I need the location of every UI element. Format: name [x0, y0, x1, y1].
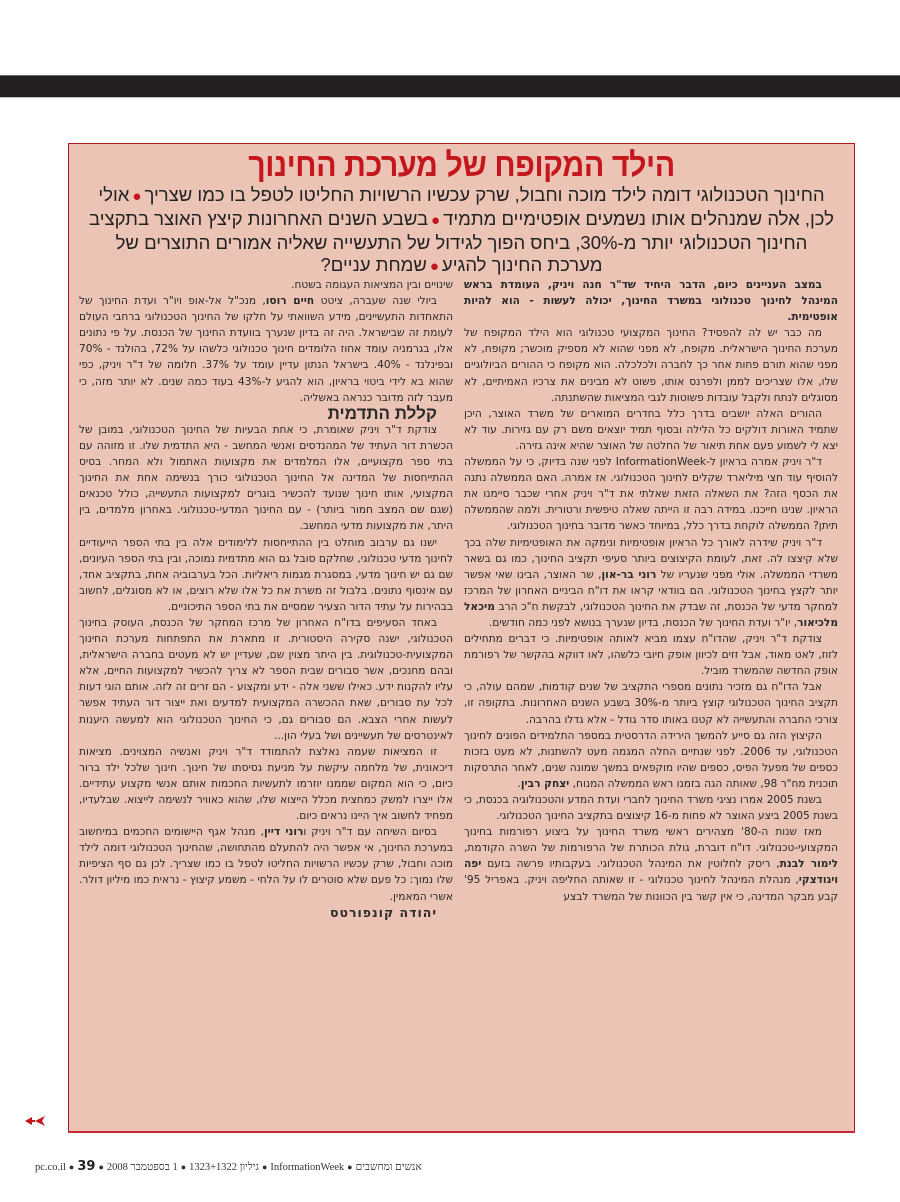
article-headline: הילד המקופח של מערכת החינוך [248, 146, 675, 183]
page-number: 39 [77, 1159, 96, 1174]
bullet-icon: ● [68, 1162, 75, 1172]
bullet-icon: ● [180, 1162, 187, 1172]
right-column [464, 277, 838, 905]
article-box [68, 143, 855, 1133]
footer-magazine: InformationWeek [270, 1162, 345, 1173]
text-run: , מנהל אגף היישומים החכמים במיחשוב במערכת החינוך, אי אפשר היה להתעלם מהתחושה, שהחינוך הטכנולוגי דומה לילד מוכה וחבול, שרק עכשיו הרשויות החליטו לטפל בו כמו שצריך. לכן גם סף הציפיות שלו נמוך: כל פעם שלא סוטרים לו על הלחי - משמע קיצוץ - נראית כמו מיליון דולר. אשרי המאמין. [79, 826, 453, 903]
text-run: ביולי שנה שעברה, ציטט [314, 295, 438, 308]
text-run: , ריסק לחלוטין את המינהל הטכנולוגי. בעקבותיו פרשה בזעם [481, 858, 780, 871]
person-name: מיכאל מלכיאור [464, 600, 838, 629]
paragraph: צודקת ד"ר ויניק, שהדו"ח עצמו מביא לאותה אופטימיות. כי דברים מתחילים לזוז, לאט מאוד, אבל זזים לכיוון אופק חיובי כלשהו, לאו דווקא בהקשר של רפורמת אופק החדשה שהמשרד מוביל. [464, 633, 838, 678]
paragraph: ד"ר ויניק אמרה בראיון ל-InformationWeek לפני שנה בדיוק, כי על הממשלה להוסיף עוד חצי מיליארד שקלים לחינוך הטכנולוגי. אז אמרה. האם הממשלה נתנה את הכסף הזה? את השאלה הזאת שאלתי את ד"ר ויניק אחרי שכבר סיימנו את הראיון. שנינו חייכנו. במידה רבה זו הייתה שאלה טיפשית ורטורית. ולמה שהממשלה תיתן? הממשלה לוקחת בדרך כלל, במיוחד כאשר מדובר בחינוך הטכנולוגי. [464, 456, 838, 533]
paragraph: ישנו גם ערבוב מוחלט בין ההתייחסות ללימודים אלה בין בתי הספר הייעודיים לחינוך מדעי טכנולוגי, שחלקם סובל גם הוא מתדמית נמוכה, ובין בתי הספר העיונים, שם גם יש חינוך מדעי, במסגרת מגמות ריאליות. הכל בערבוביה אחת, בתקציב אחד, עם אינסוף נתונים. בלבול זה משרת את כל אלו שלא רוצים, או לא מסוגלים, לחשוב בבהירות על עתיד הדור הצעיר שמסיים את בתי הספר התיכוניים. [79, 536, 453, 613]
lead-sentence: שמחת עניים? [320, 254, 427, 275]
bullet-icon: ● [98, 1162, 104, 1172]
top-bar [0, 75, 900, 98]
paragraph: אבל הדו"ח גם מזכיר נתונים מספרי התקציב של שנים קודמות, שמהם עולה, כי תקציב החינוך הטכנולוגי קוצץ ביותר מ-30% בשבע השנים האחרונות. בתקופה זו, צורכי החברה והתעשייה לא קטנו באותו סדר גודל - אלא גדלו בהרבה. [464, 681, 838, 726]
paragraph: באחד הסעיפים בדו"ח האחרון של מרכז המחקר של הכנסת, העוסק בחינוך הטכנולוגי, ישנה סקירה היסטורית. זו מתארת את התפתחות מערכת החינוך המקצועית-טכנולוגית. בין היתר מצוין שם, שעדיין יש לא מעטים בחברה הישראלית, ובהם מחנכים, אשר סבורים שבית הספר לא צריך להכשיר למקצועות החיים, אלא עליו להקנות ידע. כאילו ששני אלה - ידע ומקצוע - הם זרים זה לזה. אותם הוגי דעות לכל עת סבורים, שאת ההכשרה המקצועית למדעים ואת ייצור דור העתיד אפשר לעשות אחרי הצבא. הם סבורים גם, כי החינוך הטכנולוגי הוא למעשה היענות לאינטרסים של תעשיינים ושל בעלי הון... [79, 616, 453, 742]
lead-sentence: בשבע השנים האחרונות קיצץ האוצר בתקציב החינוך הטכנולוגי יותר מ-30%, ביחס הפוך לגידול של התעשייה שאליה אמורים התוצרים של מערכת החינוך להגיע [89, 208, 808, 275]
lead-sentence: החינוך הטכנולוגי דומה לילד מוכה וחבול, שרק עכשיו הרשויות החליטו לטפל בו כמו שצריך [144, 184, 825, 205]
paragraph [79, 824, 453, 904]
bullet-icon: ● [347, 1162, 353, 1172]
footer-date: 1 בספטמבר 2008 [106, 1162, 178, 1173]
text-run: מאז שנות ה-80' מצהירים ראשי משרד החינוך על ביצוע רפורמות בחינוך המקצועי-טכנולוגי. דו"ח דוברת, גולת הכותרת של הרפורמות של השרה הקודמת, [464, 826, 838, 855]
section-subheading: קללת התדמית [327, 403, 437, 423]
paragraph: צודקת ד"ר ויניק שאומרת, כי אחת הבעיות של החינוך הטכנולוגי, במובן של הכשרת דור העתיד של המהנדסים ואנשי המחשב - היא התדמית שלו. זו מזוהה עם בתי ספר מקצועיים, אלו המלמדים את מקצועות האתמול ולא המחר. בסיס ההתייחסות של המדינה אל החינוך הטכנולוגי כורך בנשימה אחת את החינוך המקצועי, אותו חינוך שנועד להכשיר בוגרים למקצועות התעשייה, כולל טכנאים (שגם שם המצב חמור ביותר) - עם החינוך המדעי-טכנולוגי. באחרון מלמדים, בין היתר, את מקצועות מדעי המחשב. [79, 423, 453, 533]
bullet-icon: ● [261, 1162, 268, 1172]
person-name: יצחק רבין [520, 777, 570, 790]
paragraph: זו המציאות שעמה נאלצת להתמודד ד"ר ויניק ואנשיה המצוינים. מציאות דיכאונית, של מלחמה עיקשת על מניעת גסיסתו של חינוך. חינוך שלכל ילד ברור כיום, כי הוא המקום שממנו יוזרמו לתעשיות החכמות אותם אנשי מקצוע עתידיים. אלו ייצרו למשק כמחצית מכלל הייצוא שלו, שהוא כאוויר לנשימה לייצוא. שבלעדיו, מפחיד לחשוב איך היינו נראים כיום. [79, 745, 453, 823]
text-run: בסיום השיחה עם ד"ר ויניק ו [303, 826, 437, 839]
text-run: , שר האוצר, הבינו שאי אפשר יותר לקצץ בחינוך הטכנולוגי. הם בוודאי קראו את דו"ח הביניים האחרון של המרכז למחקר מדעי של הכנסת, זה שבדק את החינוך הטכנולוגי, לבקשת ח"כ הרב [464, 568, 838, 613]
box-bottom-rule [68, 1131, 855, 1133]
bullet-icon: ● [431, 212, 441, 229]
text-run: , מנהלת המינהל לחינוך טכנולוגי - זו שאותה החליפה ויניק. באפריל 95' קבע מבקר המדינה, כי אין קשר בין הכוונות של המשרד לבצע [464, 874, 838, 903]
article-lead [87, 184, 836, 278]
author-signature: יהודה קונפורטס [329, 904, 437, 920]
paragraph [464, 535, 838, 632]
person-name: רוני בר-און [601, 568, 657, 581]
footer-publication: אנשים ומחשבים [355, 1162, 422, 1173]
article-intro: במצב העניינים כיום, הדבר היחיד שד"ר חנה ויניק, העומדת בראש המינהל לחינוך טכנולוגי במשרד החינוך, יכולה לעשות - הוא להיות אופטימית. [464, 279, 838, 324]
text-run: , יו"ר ועדת החינוך של הכנסת, בדיון שנערך בנושא לפני כמה חודשים. [489, 616, 798, 629]
paragraph: ההורים האלה יושבים בדרך כלל בחדרים המוארים של משרד האוצר, היכן שתמיד האורות דולקים כל הלילה ובסוף תמיד יוצאים משם רק עם גזירות. עוד לא יצא לי לשמוע פעם אחת תיאור של החלטה של האוצר שהיא אינה גזירה. [464, 407, 838, 452]
paragraph: בשנת 2005 אמרו נציגי משרד החינוך לחברי ועדת המדע והטכנולוגיה בכנסת, כי בשנת 2005 ביצע האוצר לא פחות מ-16 קיצוצים בתקציב החינוך הטכנולוגי. [464, 794, 838, 823]
lead-sentence: אולי לכן, אלה שמנהלים אותו נשמעים אופטימיים מתמיד [98, 184, 834, 229]
footer-issue: גיליון 1323+1322 [189, 1162, 259, 1173]
page-footer [35, 1159, 422, 1174]
paragraph: מה כבר יש לה להפסיד? החינוך המקצועי טכנולוגי הוא הילד המקופח של מערכת החינוך הישראלית. מקופח, לא מפני שהוא לא מספיק מוכשר; מקופח, לא מפני שהוא תורם פחות אחר כך לחברה ולכלכלה. הוא מקופח כי ההורים הביולוגיים שלו, אלו שצריכים לממן ולפרנס אותו, פשוט לא מבינים את צרכיו האמיתיים, לא מסוגלים לנתח ולקבל עובדות פשוטות לגבי המציאות שהשתנתה. [464, 327, 838, 404]
paragraph [79, 293, 453, 406]
person-name: חיים רוסו [265, 295, 315, 308]
paragraph [464, 824, 838, 904]
double-arrow-left-icon [24, 1114, 46, 1128]
footer-website: pc.co.il [35, 1162, 66, 1173]
text-run: הקיצוץ הזה גם סייע להמשך הירידה הדרסטית במספר התלמידים הפונים לחינוך הטכנולוגי, עד 2006. לפני שנתיים החלה המגמה מעט להשתנות, לא מעט בזכות כספים של מפעל הפיס, כספים שהיו מוקפאים במשך שמונה שנים, לאחר התרסקות תוכנית מח"ר 98, שאותה הגה בזמנו ראש הממשלה המנוח, [464, 729, 838, 790]
paragraph: שינויים ובין המציאות העגומה בשטח. [291, 279, 453, 291]
text-run: ד"ר ויניק שידרה לאורך כל הראיון אופטימיות ונימקה את האופטימיות שלה בכך שלא קיצצו לה. זאת, לעומת הקיצוצים ביותר סעיפי תקציב החינוך, כמו גם בשאר משרדי הממשלה. אולי מפני שנעריו של [464, 536, 838, 581]
text-run: , מנכ"ל אל-אופ ויו"ר ועדת החינוך של התאחדות התעשיינים, מידע השוואתי על חלקו של החינוך הטכנולוגי ברחבי העולם לעומת זה שבישראל. היה זה בדיון שנערך בוועדת החינוך של הכנסת. על פי נתונים אלו, בגרמניה עומד אחוז הלומדים חינוך טכנולוגי כלשהו על 72%, בהולנד - 70% ובפינלנד - 40%. בישראל הנתון עדיין עומד על 37%. חלומה של ד"ר ויניק, כפי שהוא בא לידי ביטוי בראיון, הוא להגיע ל-43% בעוד כמה שנים. לא יותר מזה, כי מעבר לזה מדובר כנראה באשליה. [79, 295, 453, 404]
person-name: רוני דיין [263, 826, 304, 839]
person-name: לימור לבנת [779, 858, 838, 871]
left-column [79, 277, 453, 921]
person-name: יפה ויגודצקי [464, 858, 838, 887]
bullet-icon: ● [132, 188, 142, 205]
bullet-icon: ● [429, 258, 439, 275]
text-run: . [517, 777, 521, 790]
paragraph [464, 728, 838, 792]
